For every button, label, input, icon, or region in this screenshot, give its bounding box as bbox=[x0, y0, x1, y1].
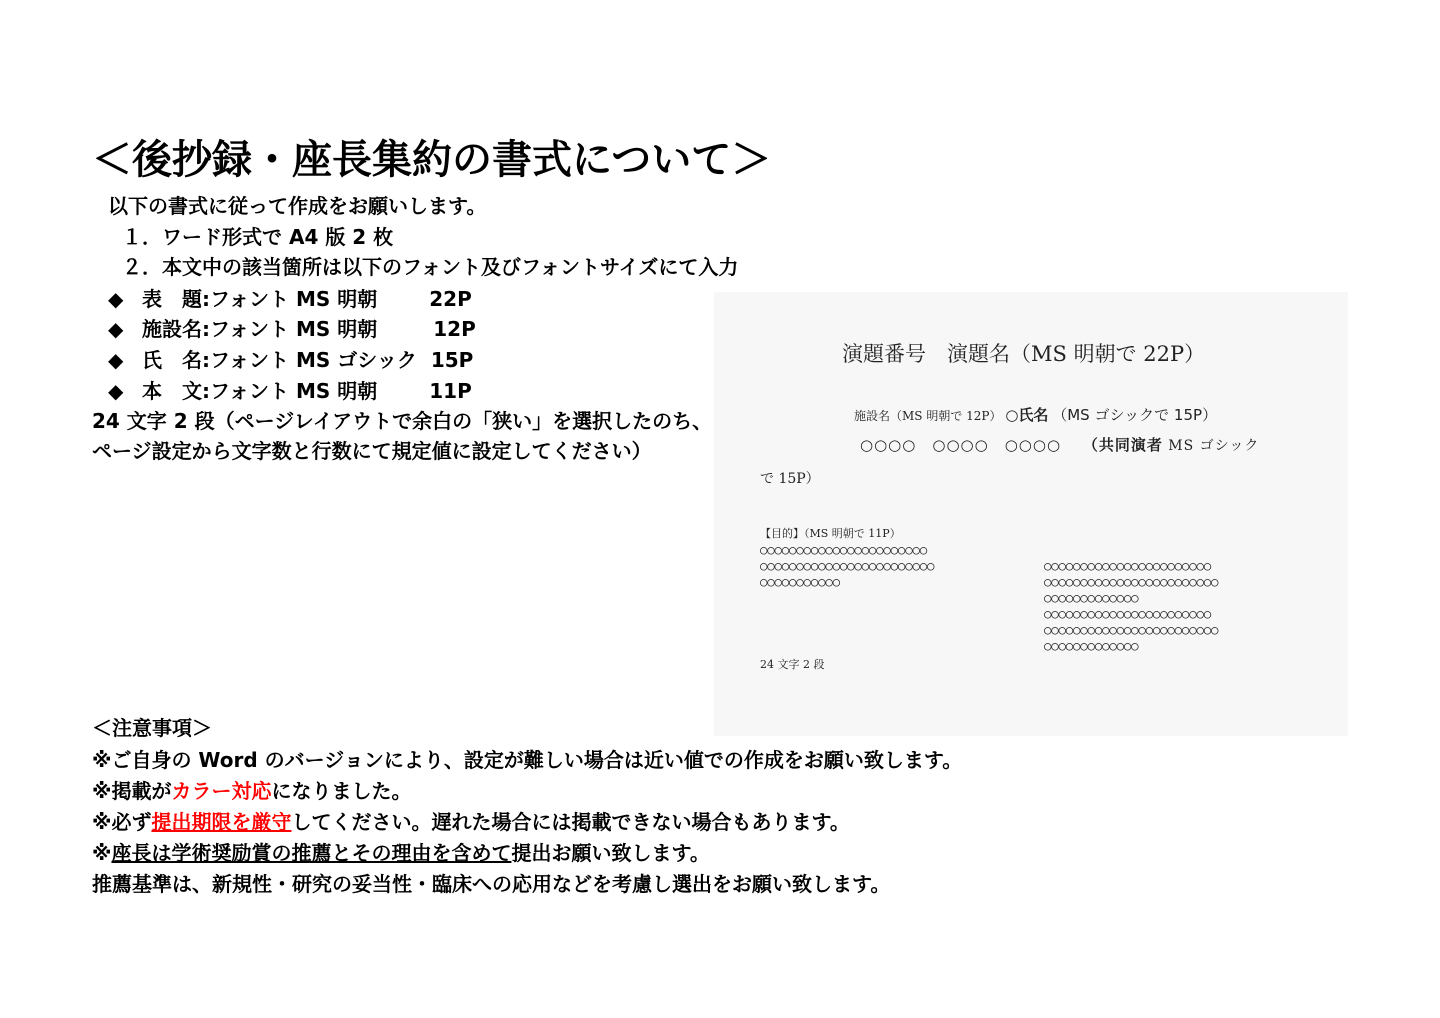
layout-note-1: 24 文字 2 段（ページレイアウトで余白の「狭い」を選択したのち、 bbox=[92, 409, 713, 433]
font-spec-font: :フォント MS 明朝 bbox=[202, 317, 378, 341]
sample-coauthor-note: MS ゴシック bbox=[1162, 438, 1260, 454]
note-text: ※ bbox=[92, 841, 112, 865]
font-spec-label: 本 文 bbox=[142, 379, 202, 403]
font-spec-body bbox=[108, 375, 472, 404]
font-spec-label: 施設名 bbox=[142, 317, 202, 341]
sample-name-note: （MS ゴシックで 15P） bbox=[1052, 406, 1218, 424]
sample-format-image bbox=[714, 292, 1348, 736]
sample-institution: 施設名（MS 明朝で 12P） bbox=[854, 409, 1002, 423]
font-spec-label: 表 題 bbox=[142, 287, 202, 311]
diamond-bullet-icon: ◆ bbox=[108, 317, 124, 341]
diamond-bullet-icon: ◆ bbox=[108, 348, 124, 372]
sample-text-line: ○○○○○○○○○○○○○○○○○○○○○○○ bbox=[1044, 606, 1211, 621]
font-spec-size: 12P bbox=[433, 317, 476, 341]
font-spec-label: 氏 名 bbox=[142, 348, 202, 372]
font-spec-title bbox=[108, 283, 472, 312]
note-text: してください。遅れた場合には掲載できない場合もあります。 bbox=[291, 810, 850, 834]
notes-heading: ＜注意事項＞ bbox=[92, 716, 212, 740]
note-highlight: カラー対応 bbox=[171, 779, 272, 803]
font-spec-institution bbox=[108, 313, 476, 342]
layout-note-2: ページ設定から文字数と行数にて規定値に設定してください） bbox=[92, 439, 652, 463]
step-2: ２．本文中の該当箇所は以下のフォント及びフォントサイズにて入力 bbox=[122, 255, 739, 279]
step-1: １．ワード形式で A4 版 2 枚 bbox=[122, 225, 394, 249]
sample-text-line: ○○○○○○○○○○○○○ bbox=[1044, 638, 1139, 653]
sample-objective-heading: 【目的】（MS 明朝で 11P） bbox=[760, 527, 901, 540]
sample-footer: 24 文字 2 段 bbox=[760, 658, 825, 671]
sample-text-line: ○○○○○○○○○○○○○○○○○○○○○○○ bbox=[760, 542, 927, 557]
note-color bbox=[92, 775, 411, 804]
sample-text-line: ○○○○○○○○○○○○○○○○○○○○○○○ bbox=[1044, 558, 1211, 573]
note-text: ※掲載が bbox=[92, 779, 172, 803]
diamond-bullet-icon: ◆ bbox=[108, 287, 124, 311]
sample-text-line: ○○○○○○○○○○○○○○○○○○○○○○○○ bbox=[1044, 622, 1219, 637]
page-title: ＜後抄録・座長集約の書式について＞ bbox=[92, 137, 772, 183]
sample-authors-line bbox=[860, 434, 1259, 455]
note-chair bbox=[92, 837, 710, 866]
note-criteria: 推薦基準は、新規性・研究の妥当性・臨床への応用などを考慮し選出をお願い致します。 bbox=[92, 872, 891, 896]
sample-text-line: ○○○○○○○○○○○○○○○○○○○○○○○○ bbox=[760, 558, 935, 573]
diamond-bullet-icon: ◆ bbox=[108, 379, 124, 403]
sample-coauthor-note-2: で 15P） bbox=[760, 471, 820, 487]
font-spec-font: :フォント MS ゴシック bbox=[202, 348, 417, 372]
sample-authors: ○○○○ ○○○○ ○○○○ bbox=[860, 436, 1078, 454]
note-text: ※必ず bbox=[92, 810, 152, 834]
sample-text-line: ○○○○○○○○○○○○○ bbox=[1044, 590, 1139, 605]
sample-name: ○氏名 bbox=[1005, 406, 1049, 424]
font-spec-size: 22P bbox=[429, 287, 472, 311]
sample-text-line: ○○○○○○○○○○○○○○○○○○○○○○○○ bbox=[1044, 574, 1219, 589]
note-text: になりました。 bbox=[271, 779, 412, 803]
font-spec-font: :フォント MS 明朝 bbox=[202, 379, 378, 403]
sample-title: 演題番号 演題名（MS 明朝で 22P） bbox=[842, 342, 1206, 366]
font-spec-font: :フォント MS 明朝 bbox=[202, 287, 378, 311]
note-word-version: ※ご自身の Word のバージョンにより、設定が難しい場合は近い値での作成をお願い致します。 bbox=[92, 748, 963, 772]
intro-text: 以下の書式に従って作成をお願いします。 bbox=[108, 194, 487, 218]
font-spec-name bbox=[108, 344, 473, 373]
sample-text-line: ○○○○○○○○○○○ bbox=[760, 574, 840, 589]
font-spec-size: 11P bbox=[429, 379, 472, 403]
font-spec-size: 15P bbox=[430, 348, 474, 372]
note-highlight: 提出期限を厳守 bbox=[151, 810, 292, 834]
sample-column-1 bbox=[760, 542, 934, 590]
sample-column-2 bbox=[1044, 558, 1218, 654]
note-text: 提出お願い致します。 bbox=[511, 841, 710, 865]
note-underlined: 座長は学術奨励賞の推薦とその理由を含めて bbox=[111, 841, 512, 865]
note-deadline bbox=[92, 806, 850, 835]
sample-institution-line bbox=[854, 404, 1217, 425]
sample-coauthor-label: （共同演者 bbox=[1082, 436, 1163, 454]
